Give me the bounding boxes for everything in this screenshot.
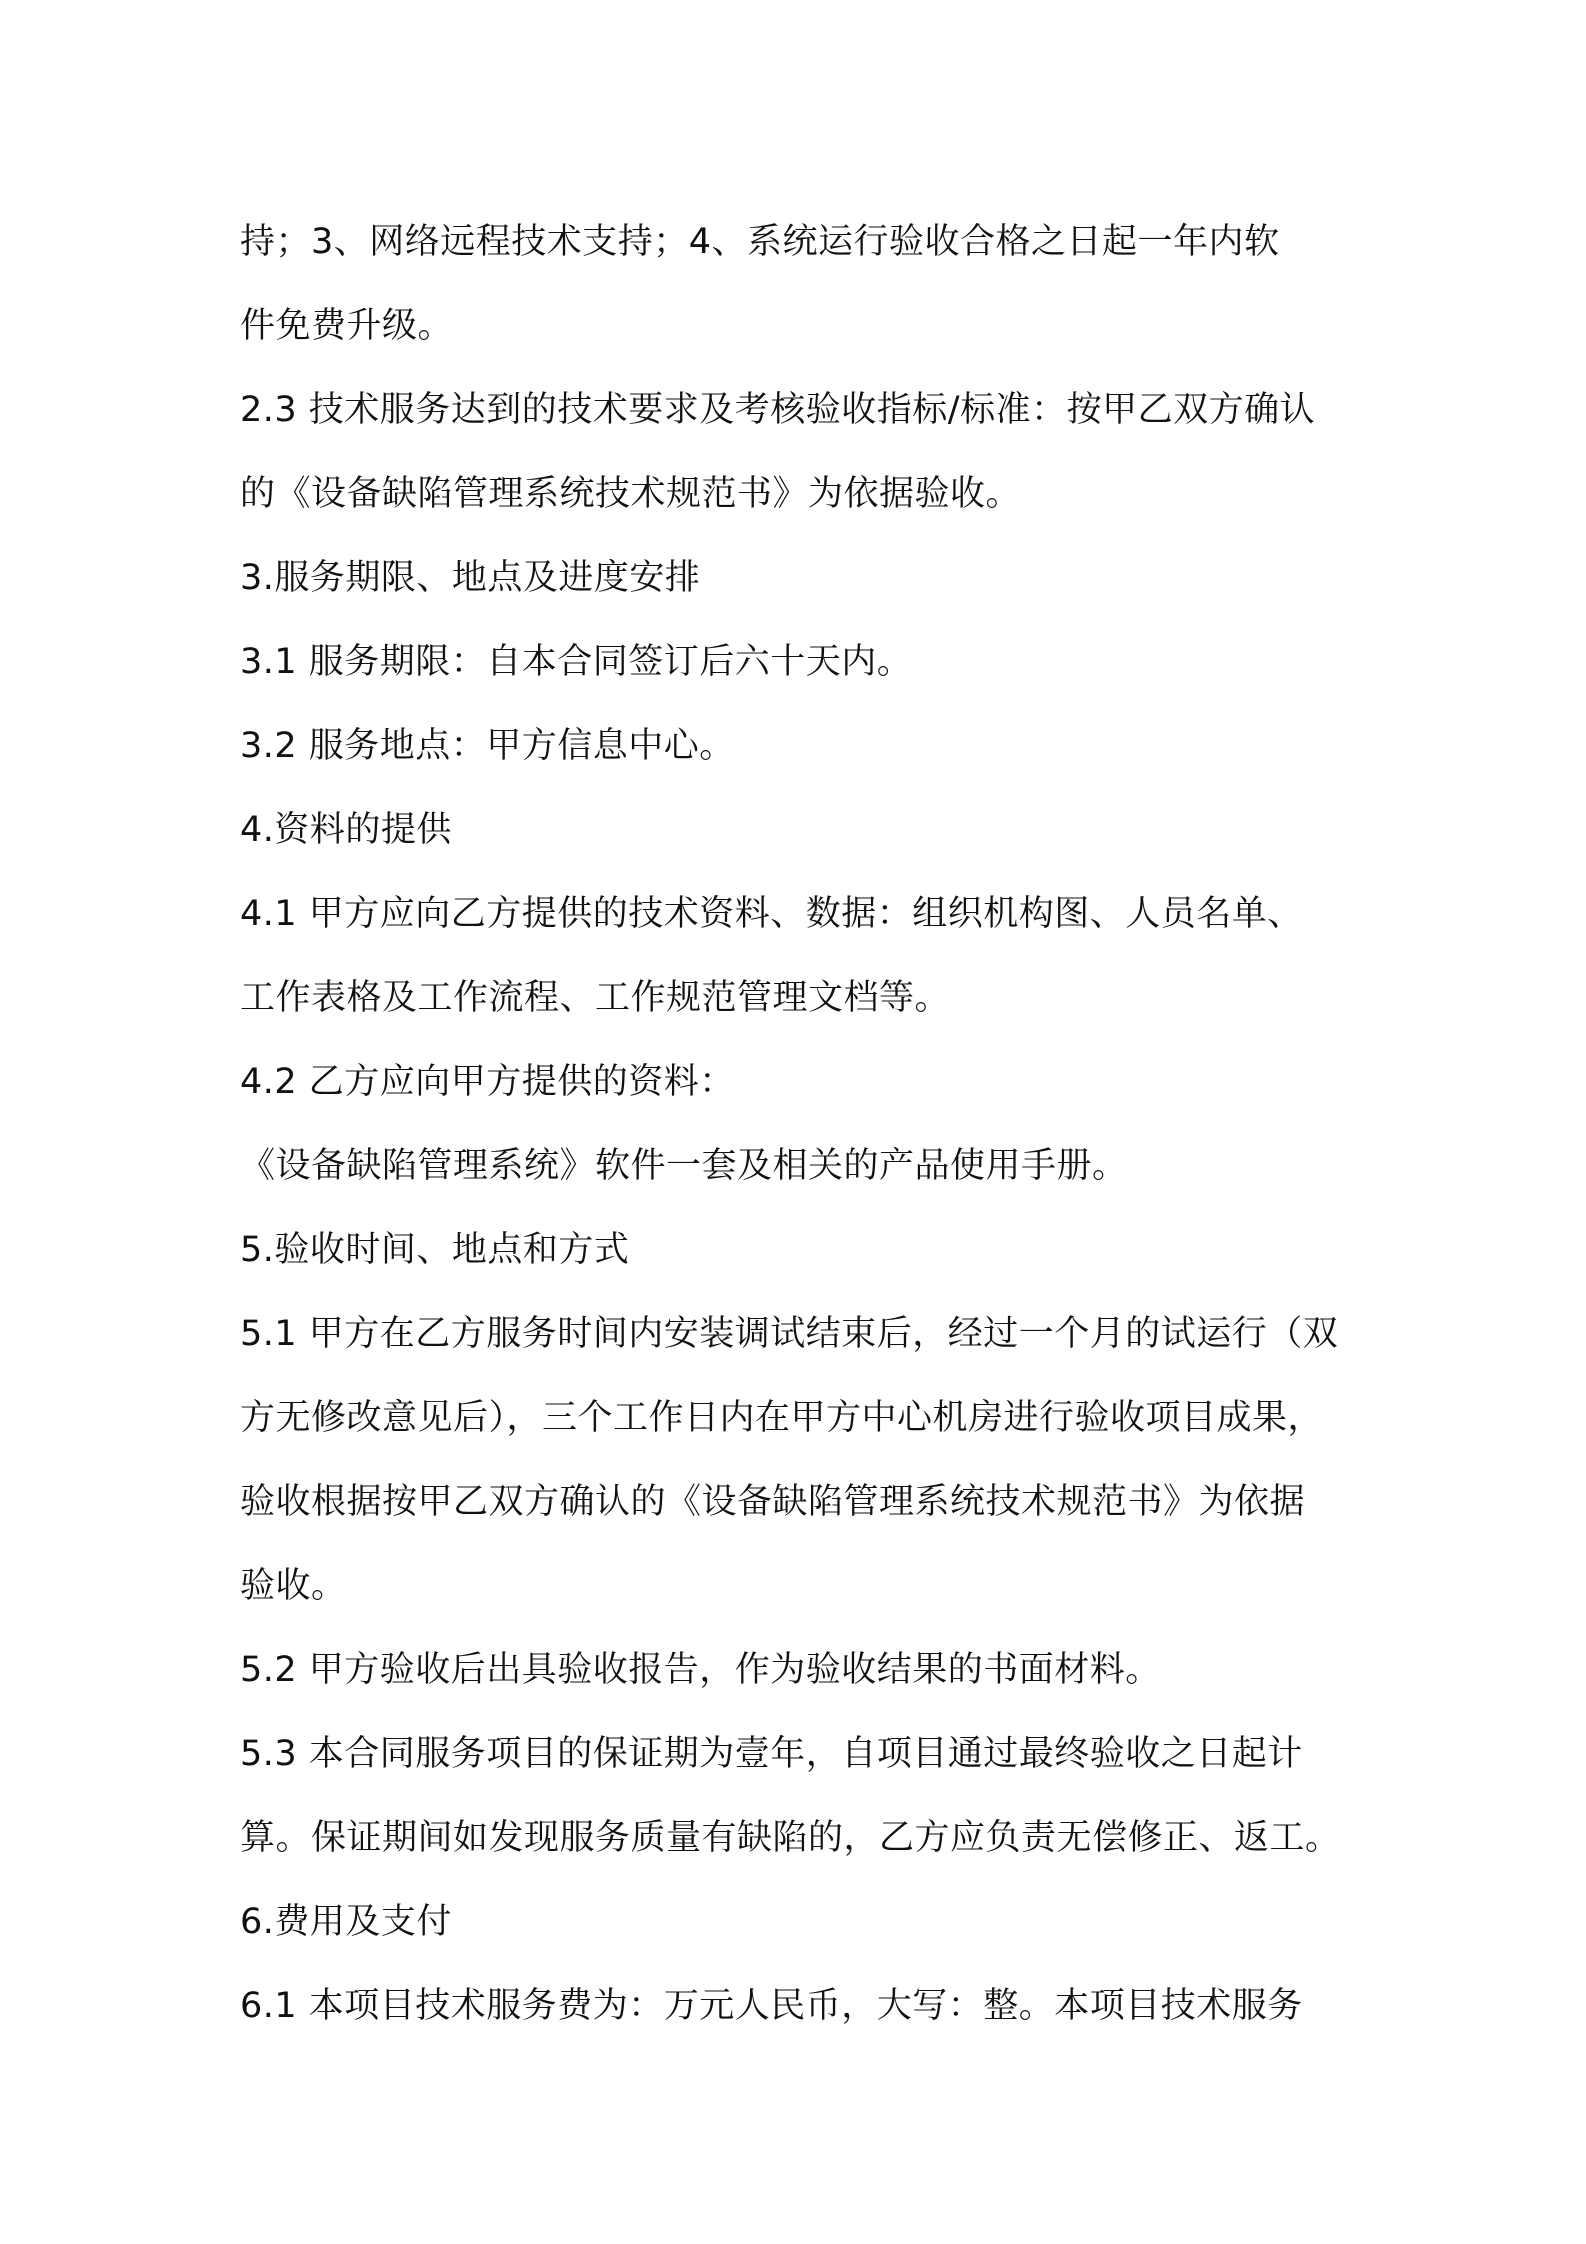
section-4-2-line: 4.2 乙方应向甲方提供的资料：: [240, 1062, 735, 1102]
text-line: 验收。: [240, 1566, 347, 1606]
section-6-heading: 6.费用及支付: [240, 1902, 452, 1942]
section-5-3-line: 5.3 本合同服务项目的保证期为壹年，自项目通过最终验收之日起计: [240, 1734, 1303, 1774]
text-line: 工作表格及工作流程、工作规范管理文档等。: [240, 978, 951, 1018]
document-body: [240, 200, 1360, 2048]
section-3-1-line: 3.1 服务期限：自本合同签订后六十天内。: [240, 642, 913, 682]
section-5-1-line: 5.1 甲方在乙方服务时间内安装调试结束后，经过一个月的试运行（双: [240, 1314, 1339, 1354]
section-4-heading: 4.资料的提供: [240, 810, 452, 850]
text-line: 持；3、网络远程技术支持；4、系统运行验收合格之日起一年内软: [240, 222, 1280, 262]
text-line: 的《设备缺陷管理系统技术规范书》为依据验收。: [240, 474, 1022, 514]
section-3-2-line: 3.2 服务地点：甲方信息中心。: [240, 726, 735, 766]
text-line: 件免费升级。: [240, 306, 454, 346]
section-5-heading: 5.验收时间、地点和方式: [240, 1230, 630, 1270]
text-line: 验收根据按甲乙双方确认的《设备缺陷管理系统技术规范书》为依据: [240, 1482, 1306, 1522]
section-5-2-line: 5.2 甲方验收后出具验收报告，作为验收结果的书面材料。: [240, 1650, 1161, 1690]
text-line: 《设备缺陷管理系统》软件一套及相关的产品使用手册。: [240, 1146, 1128, 1186]
section-2-3-line: 2.3 技术服务达到的技术要求及考核验收指标/标准：按甲乙双方确认: [240, 390, 1316, 430]
section-6-1-line: 6.1 本项目技术服务费为：万元人民币，大写：整。本项目技术服务: [240, 1986, 1303, 2026]
section-3-heading: 3.服务期限、地点及进度安排: [240, 558, 701, 598]
section-4-1-line: 4.1 甲方应向乙方提供的技术资料、数据：组织机构图、人员名单、: [240, 894, 1303, 934]
text-line: 算。保证期间如发现服务质量有缺陷的，乙方应负责无偿修正、返工。: [240, 1818, 1341, 1858]
text-line: 方无修改意见后），三个工作日内在甲方中心机房进行验收项目成果，: [240, 1398, 1324, 1438]
